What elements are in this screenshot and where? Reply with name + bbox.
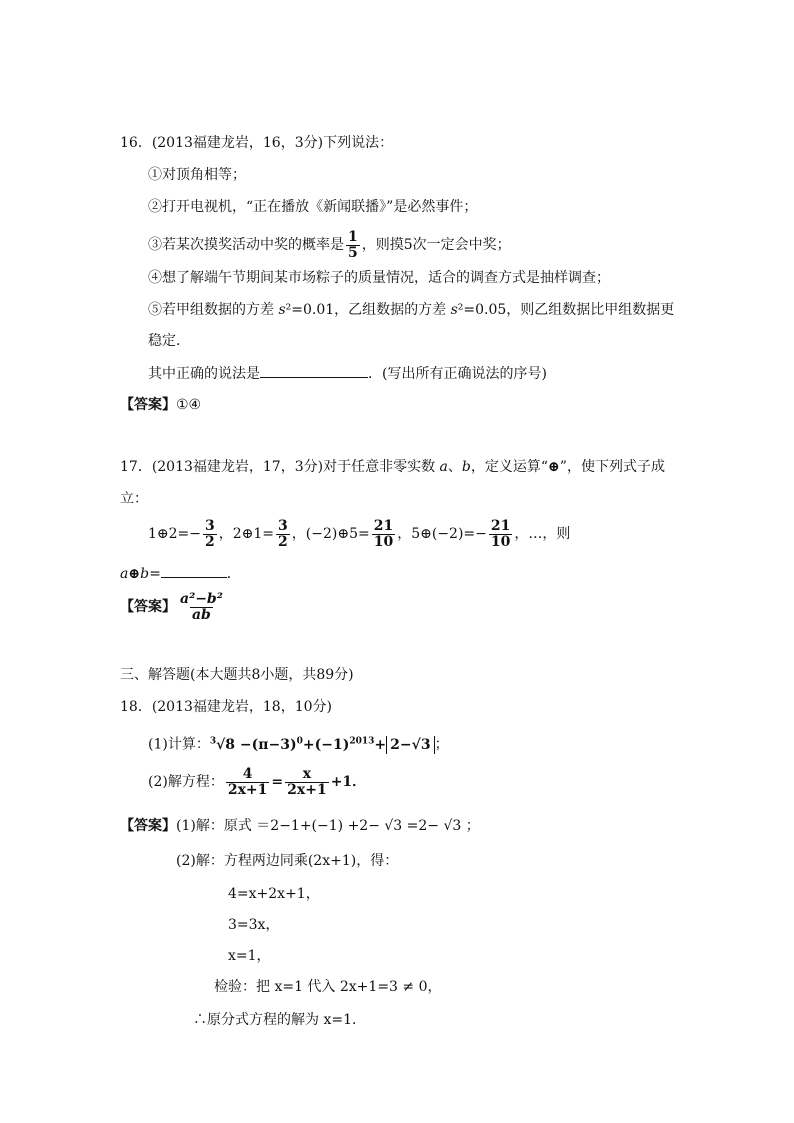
fraction-numerator: 3 — [205, 517, 215, 534]
fraction-numerator: x — [302, 765, 312, 782]
q18-part2-end: +1． — [330, 774, 367, 790]
q16-s3-text: ③若某次摸奖活动中奖的概率是 — [148, 237, 344, 253]
q18-part1 — [148, 728, 449, 754]
q16-statement-4: ④想了解端午节期间某市场粽子的质量情况，适合的调查方式是抽样调查； — [148, 270, 610, 286]
q18-part1-label: (1)计算： — [148, 736, 210, 753]
q18-answer-line-1 — [120, 816, 480, 836]
q17-header-cont: 立： — [120, 491, 148, 507]
q17-frac-2 — [276, 519, 290, 550]
q17-example-2: ，2⊕1= — [218, 526, 275, 542]
answer-label: 【答案】 — [120, 599, 176, 615]
fraction-denominator: 10 — [373, 533, 394, 550]
fraction-numerator: 21 — [373, 517, 394, 534]
q17-var-b: b — [461, 459, 471, 475]
fraction-denominator: 2 — [278, 533, 288, 550]
q18-answer-line-2: (2)解：方程两边同乘(2x+1)，得： — [176, 853, 399, 869]
fraction-denominator: 2x+1 — [287, 781, 327, 798]
q17-var-a: a — [439, 459, 448, 475]
q18-answer-line-4: 3=3x， — [228, 917, 280, 933]
q16-s3-fraction — [346, 230, 360, 261]
q17-example-4: ，5⊕(−2)=− — [397, 526, 487, 542]
fraction-denominator: ab — [191, 606, 211, 623]
q16-s5-var-s1: s — [278, 302, 286, 318]
fraction-denominator: 2x+1 — [227, 781, 268, 798]
expr-part-b: +(−1) — [302, 736, 350, 753]
q17-example-3: ，(−2)⊕5= — [291, 526, 370, 542]
q16-statement-3 — [148, 228, 511, 262]
q17-frac-4 — [489, 519, 512, 550]
q16-prompt — [148, 363, 547, 383]
fraction-numerator: 3 — [278, 517, 288, 534]
exponent: 0 — [296, 736, 303, 746]
q16-answer-value: ①④ — [176, 397, 202, 413]
fraction-numerator: 4 — [242, 765, 253, 782]
q17-header-text-f: ”，使下列式子成 — [559, 459, 665, 475]
q16-s5-text-e: ²=0.05，则乙组数据比甲组数据更 — [457, 302, 675, 318]
q16-header: 16．(2013福建龙岩，16，3分)下列说法： — [120, 135, 394, 151]
q18-part2-label: (2)解方程： — [148, 774, 224, 790]
q17-header-text-e: ，定义运算“ — [470, 459, 549, 475]
q18-answer-line-3: 4=x+2x+1， — [228, 886, 320, 902]
q18-left-fraction — [226, 767, 270, 798]
q17-header — [120, 457, 665, 477]
q18-solution-1: (1)解：原式 ＝2−1+(−1) +2− √3 =2− √3 ； — [176, 818, 480, 834]
q18-part2 — [148, 762, 366, 802]
q18-answer-line-6: 检验：把 x=1 代入 2x+1=3 ≠ 0， — [214, 979, 442, 995]
exponent: 2013 — [349, 736, 375, 746]
q17-var-b: b — [140, 566, 150, 582]
fraction-denominator: 10 — [490, 533, 511, 550]
q17-example-1: 1⊕2=− — [148, 526, 202, 542]
q17-sep: 、 — [447, 459, 462, 475]
fraction-denominator: 5 — [348, 244, 358, 261]
fraction-numerator: 1 — [348, 228, 358, 245]
q16-s3-text-post: ，则摸5次一定会中奖； — [361, 237, 511, 253]
q16-prompt-tail: ．(写出所有正确说法的序号) — [368, 366, 547, 382]
q16-statement-2: ②打开电视机，“正在播放《新闻联播》”是必然事件； — [148, 199, 478, 215]
q17-var-a: a — [120, 566, 129, 582]
q16-answer-blank — [260, 363, 368, 378]
section-title: 三、解答题(本大题共8小题，共89分) — [120, 667, 354, 683]
q17-question — [120, 563, 241, 583]
q16-statement-1: ①对顶角相等； — [148, 167, 246, 183]
answer-label: 【答案】 — [120, 818, 176, 834]
q16-s5-var-s2: s — [450, 302, 458, 318]
q16-statement-5-cont: 稳定． — [148, 333, 190, 349]
q17-answer — [120, 588, 227, 626]
equals-sign: = — [271, 774, 284, 790]
q16-prompt-text: 其中正确的说法是 — [148, 366, 260, 382]
q16-answer — [120, 395, 201, 415]
expr-part-a: √8 −(π−3) — [216, 736, 297, 753]
q17-period: ． — [226, 566, 241, 582]
q18-answer-line-5: x=1， — [228, 948, 271, 964]
q17-header-text: 17．(2013福建龙岩，17，3分)对于任意非零实数 — [120, 459, 440, 475]
expr-part-c: + — [374, 736, 387, 753]
q17-frac-3 — [372, 519, 395, 550]
q17-answer-fraction — [178, 592, 225, 623]
absolute-value: 2−√3 — [386, 736, 434, 754]
oplus-symbol: ⊕ — [128, 566, 141, 582]
answer-label: 【答案】 — [120, 397, 176, 413]
q16-s5-text-c: ²=0.01，乙组数据的方差 — [285, 302, 451, 318]
fraction-numerator: 21 — [490, 517, 511, 534]
q17-examples-tail: ，…，则 — [514, 526, 571, 542]
q17-examples — [148, 516, 570, 552]
q18-right-fraction — [285, 767, 329, 798]
fraction-denominator: 2 — [205, 533, 215, 550]
q17-equals: = — [149, 566, 161, 582]
q16-s5-text-a: ⑤若甲组数据的方差 — [148, 302, 279, 318]
q17-answer-blank — [161, 563, 227, 578]
q18-part1-end: ； — [434, 736, 449, 753]
q18-answer-line-7: ∴原分式方程的解为 x=1． — [193, 1012, 366, 1028]
q18-part1-expression — [210, 737, 435, 753]
oplus-symbol: ⊕ — [548, 459, 560, 475]
root-index: 3 — [209, 736, 217, 746]
q17-frac-1 — [203, 519, 217, 550]
fraction-numerator: a²−b² — [180, 590, 223, 607]
q18-header: 18．(2013福建龙岩，18，10分) — [120, 699, 332, 715]
q16-statement-5 — [148, 300, 674, 320]
